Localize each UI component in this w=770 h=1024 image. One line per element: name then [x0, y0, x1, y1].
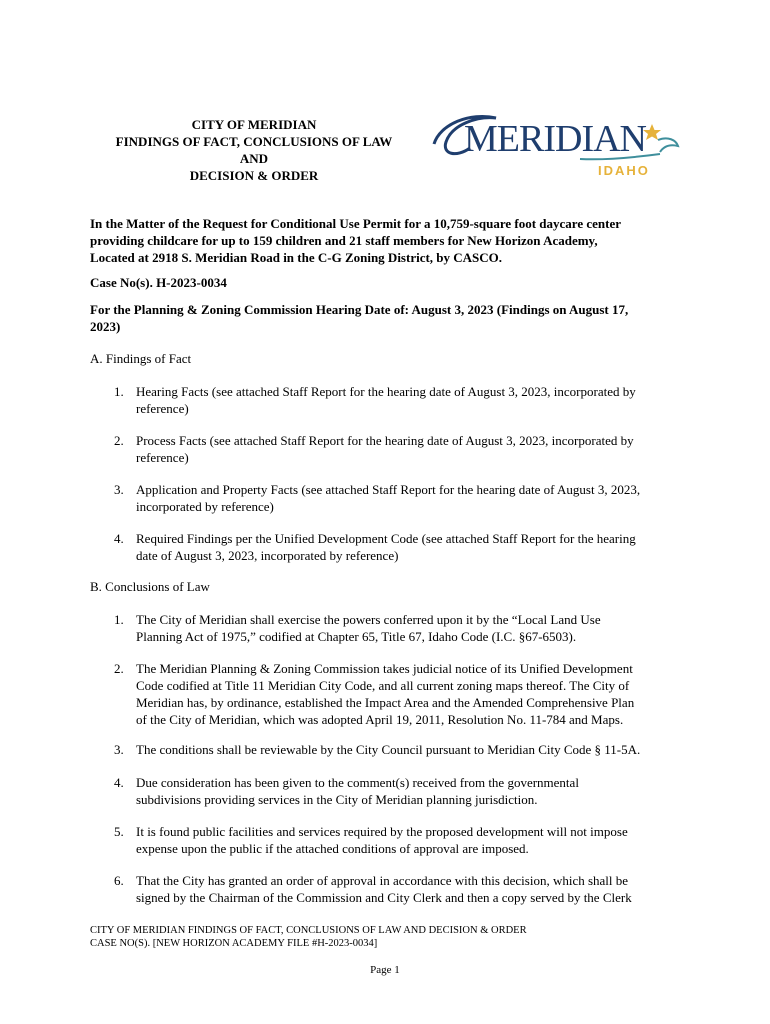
list-item [114, 660, 634, 728]
header-line-decision: DECISION & ORDER [189, 168, 319, 183]
list-item [114, 611, 601, 645]
hearing-date [90, 301, 628, 335]
list-text: Required Findings per the Unified Development Code (see attached Staff Report for the hearing [136, 531, 636, 546]
list-number: 4. [114, 531, 124, 546]
list-number: 4. [114, 775, 124, 790]
list-text: date of August 3, 2023, incorporated by reference) [136, 548, 399, 563]
header-line-findings: FINDINGS OF FACT, CONCLUSIONS OF LAW [115, 134, 393, 149]
list-text: Hearing Facts (see attached Staff Report for the hearing date of August 3, 2023, incorporated by [136, 384, 636, 399]
list-number: 2. [114, 661, 124, 676]
list-item [114, 741, 640, 758]
logo-subtitle: IDAHO [598, 163, 650, 178]
list-item [114, 530, 636, 564]
logo-leaf [658, 138, 678, 152]
list-item [114, 383, 636, 417]
header-line-city: CITY OF MERIDIAN [191, 117, 317, 132]
list-text: It is found public facilities and services required by the proposed development will not impose [136, 824, 628, 839]
list-number: 2. [114, 433, 124, 448]
case-number: Case No(s). H-2023-0034 [90, 275, 227, 290]
list-number: 6. [114, 873, 124, 888]
list-text: signed by the Chairman of the Commission and City Clerk and then a copy served by the Clerk [136, 890, 632, 905]
list-text: Due consideration has been given to the comment(s) received from the governmental [136, 775, 579, 790]
hearing-line: For the Planning & Zoning Commission Hearing Date of: August 3, 2023 (Findings on August 17, [90, 302, 629, 317]
list-text: The Meridian Planning & Zoning Commission takes judicial notice of its Unified Development [136, 661, 633, 676]
logo-wordmark: MERIDIAN [464, 118, 646, 160]
list-number: 3. [114, 482, 124, 497]
matter-paragraph [90, 215, 621, 266]
section-b-heading: B. Conclusions of Law [90, 579, 210, 594]
list-number: 5. [114, 824, 124, 839]
list-text: reference) [136, 450, 189, 465]
list-number: 3. [114, 742, 124, 757]
matter-line: In the Matter of the Request for Conditional Use Permit for a 10,759-square foot daycare center [90, 216, 621, 231]
footer-line: CASE NO(S). [NEW HORIZON ACADEMY FILE #H-2023-0034] [90, 938, 378, 949]
meridian-logo [430, 96, 682, 186]
list-text: reference) [136, 401, 189, 416]
list-item [114, 432, 634, 466]
list-text: Code codified at Title 11 Meridian City Code, and all current zoning maps thereof. The City of [136, 678, 630, 693]
page-number: Page 1 [370, 964, 400, 976]
section-a-heading: A. Findings of Fact [90, 351, 192, 366]
page-footer [90, 924, 527, 950]
list-text: of the City of Meridian, which was adopted April 19, 2011, Resolution No. 11-784 and Maps. [136, 712, 624, 727]
list-text: The City of Meridian shall exercise the powers conferred upon it by the “Local Land Use [136, 612, 601, 627]
list-item [114, 823, 628, 857]
hearing-line: 2023) [90, 319, 121, 334]
list-item [114, 481, 640, 515]
list-text: Process Facts (see attached Staff Report for the hearing date of August 3, 2023, incorporated by [136, 433, 634, 448]
footer-line: CITY OF MERIDIAN FINDINGS OF FACT, CONCLUSIONS OF LAW AND DECISION & ORDER [90, 925, 527, 936]
list-item [114, 872, 632, 906]
list-text: Application and Property Facts (see attached Staff Report for the hearing date of August 3, 2023, [136, 482, 641, 497]
list-text: expense upon the public if the attached conditions of approval are imposed. [136, 841, 529, 856]
matter-line: Located at 2918 S. Meridian Road in the C-G Zoning District, by CASCO. [90, 250, 503, 265]
list-text: Planning Act of 1975,” codified at Chapter 65, Title 67, Idaho Code (I.C. §67-6503). [136, 629, 577, 644]
header-line-and: AND [239, 151, 269, 166]
document-header [84, 116, 424, 184]
list-item [114, 774, 579, 808]
list-number: 1. [114, 612, 124, 627]
list-text: That the City has granted an order of approval in accordance with this decision, which shall be [136, 873, 629, 888]
matter-line: providing childcare for up to 159 children and 21 staff members for New Horizon Academy, [90, 233, 598, 248]
list-text: The conditions shall be reviewable by the City Council pursuant to Meridian City Code § 11-5A. [136, 742, 641, 757]
list-text: subdivisions providing services in the City of Meridian planning jurisdiction. [136, 792, 538, 807]
list-text: incorporated by reference) [136, 499, 274, 514]
list-number: 1. [114, 384, 124, 399]
list-text: Meridian has, by ordinance, established the Impact Area and the Amended Comprehensive Plan [136, 695, 635, 710]
